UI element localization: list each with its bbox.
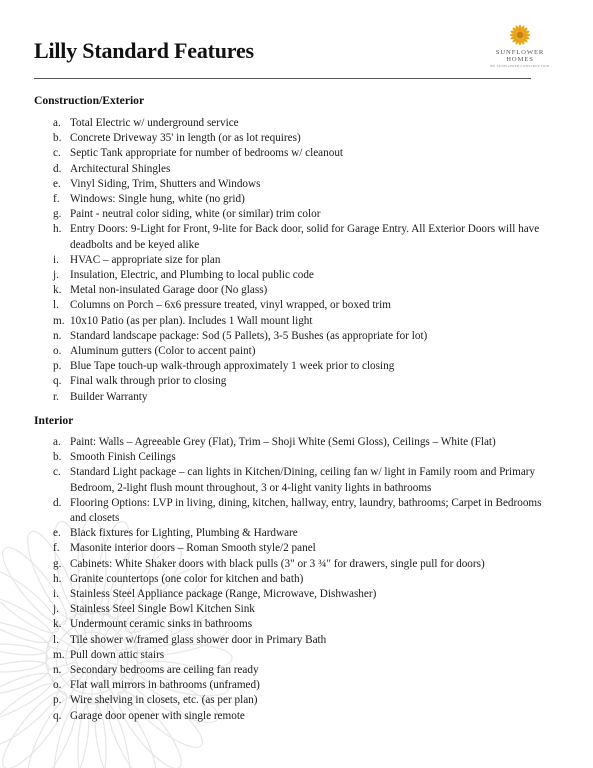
list-item [34,693,554,708]
list-item [34,435,554,450]
list-item-marker: h. [53,223,62,236]
list-item-marker: e. [53,177,61,190]
list-item-marker: r. [53,390,59,403]
list-item-text: Standard Light package – can lights in Kitchen/Dining, ceiling fan w/ light in Family room and Primary Bedroom, 2-light flush mount throughout, 3 or 4-light vanity lights in bathrooms [70,466,536,494]
list-item-text: Paint: Walls – Agreeable Grey (Flat), Trim – Shoji White (Semi Gloss), Ceilings – White (Flat) [70,436,496,448]
list-item-text: Standard landscape package: Sod (5 Pallets), 3-5 Bushes (as appropriate for lot) [70,329,428,342]
list-item [34,709,554,724]
list-item-text: Entry Doors: 9-Light for Front, 9-lite for Back door, solid for Garage Entry. All Exterior Doors will have deadbolts and be keyed alike [70,223,540,251]
list-item [34,602,554,617]
list-item [34,192,554,207]
list-item-text: Blue Tape touch-up walk-through approximately 1 week prior to closing [70,360,395,373]
list-item-text: Masonite interior doors – Roman Smooth style/2 panel [70,542,316,555]
list-item [34,663,554,678]
list-item-text: Windows: Single hung, white (no grid) [70,193,245,206]
list-item-marker: g. [53,208,62,221]
list-item-marker: p. [53,360,62,373]
list-item-text: Aluminum gutters (Color to accent paint) [70,345,256,358]
list-item-text: Columns on Porch – 6x6 pressure treated, vinyl wrapped, or boxed trim [70,299,391,312]
list-item [34,648,554,663]
list-item [34,268,554,283]
list-item-marker: o. [53,679,62,692]
list-item [34,465,554,495]
list-item-text: Pull down attic stairs [70,648,165,661]
list-item [34,283,554,298]
list-item-marker: a. [53,436,61,448]
list-item [34,633,554,648]
list-item-text: Garage door opener with single remote [70,709,245,722]
list-item-text: Stainless Steel Appliance package (Range, Microwave, Dishwasher) [70,588,377,601]
interior-list [34,435,554,724]
list-item-text: Septic Tank appropriate for number of bedrooms w/ cleanout [70,147,344,160]
list-item [34,617,554,632]
list-item-text: Cabinets: White Shaker doors with black pulls (3" or 3 ¾" for drawers, single pull for doors) [70,557,485,570]
list-item [34,678,554,693]
logo-text-sunflower: SUNFLOWER [495,49,545,56]
list-item-marker: d. [53,162,62,175]
list-item-marker: h. [53,572,62,585]
list-item [34,329,554,344]
list-item [34,344,554,359]
page-title: Lilly Standard Features [34,38,254,63]
list-item-text: Final walk through prior to closing [70,375,227,388]
list-item-marker: k. [53,618,62,631]
list-item-marker: q. [53,375,62,388]
list-item-marker: b. [53,451,62,464]
list-item [34,222,554,252]
list-item [34,541,554,556]
list-item-text: HVAC – appropriate size for plan [70,253,221,266]
list-item-text: Tile shower w/framed glass shower door in Primary Bath [70,633,327,646]
list-item-marker: n. [53,329,62,342]
list-item [34,116,554,131]
list-item [34,314,554,329]
list-item [34,162,554,177]
list-item [34,374,554,389]
list-item-text: Paint - neutral color siding, white (or similar) trim color [70,208,321,221]
list-item-marker: e. [53,527,61,540]
list-item [34,359,554,374]
list-item [34,496,554,526]
list-item [34,390,554,405]
company-logo [487,24,553,68]
list-item-marker: j. [53,603,59,616]
list-item-text: Black fixtures for Lighting, Plumbing & Hardware [70,527,298,540]
list-item-marker: l. [53,633,59,646]
list-item-marker: a. [53,117,61,129]
list-item-marker: c. [53,147,61,160]
list-item-marker: o. [53,345,62,358]
list-item-marker: n. [53,664,62,677]
header-divider [34,78,531,79]
list-item-marker: i. [53,253,59,266]
list-item-text: Wire shelving in closets, etc. (as per plan) [70,694,258,707]
list-item-text: 10x10 Patio (as per plan). Includes 1 Wall mount light [70,314,313,327]
list-item [34,557,554,572]
section-title-interior: Interior [34,414,74,427]
list-item-marker: m. [53,314,65,327]
list-item [34,572,554,587]
list-item-text: Total Electric w/ underground service [70,117,239,129]
list-item-text: Granite countertops (one color for kitchen and bath) [70,572,304,585]
list-item-text: Undermount ceramic sinks in bathrooms [70,618,253,631]
construction-exterior-list [34,116,554,405]
sunflower-logo-icon [509,24,531,46]
list-item-marker: c. [53,466,61,479]
list-item-marker: p. [53,694,62,707]
list-item-text: Metal non-insulated Garage door (No glass) [70,284,268,297]
list-item [34,298,554,313]
list-item [34,177,554,192]
list-item-marker: f. [53,193,60,206]
list-item-marker: f. [53,542,60,555]
list-item [34,131,554,146]
list-item-text: Stainless Steel Single Bowl Kitchen Sink [70,603,255,616]
logo-tagline: BY SUNFLOWER CONSTRUCTION [490,64,550,68]
list-item-text: Smooth Finish Ceilings [70,451,176,464]
list-item-text: Architectural Shingles [70,162,171,175]
list-item-marker: d. [53,496,62,509]
list-item [34,587,554,602]
list-item-text: Flooring Options: LVP in living, dining, kitchen, hallway, entry, laundry, bathrooms; Carpet in Bedrooms and closets [70,496,542,525]
list-item-marker: g. [53,557,62,570]
list-item [34,207,554,222]
list-item-marker: m. [53,648,65,661]
list-item-text: Builder Warranty [70,390,148,403]
list-item-marker: q. [53,709,62,722]
list-item-marker: k. [53,284,62,297]
list-item [34,253,554,268]
list-item-text: Flat wall mirrors in bathrooms (unframed) [70,679,260,692]
logo-text-homes: HOMES [506,56,534,63]
list-item-marker: b. [53,132,62,145]
list-item-text: Secondary bedrooms are ceiling fan ready [70,664,259,677]
section-title-construction: Construction/Exterior [34,94,145,107]
list-item [34,450,554,465]
list-item-marker: j. [53,269,59,282]
list-item-text: Vinyl Siding, Trim, Shutters and Windows [70,177,261,190]
list-item-text: Insulation, Electric, and Plumbing to local public code [70,269,314,282]
list-item-marker: l. [53,299,59,312]
list-item [34,146,554,161]
list-item-marker: i. [53,588,59,601]
list-item-text: Concrete Driveway 35' in length (or as lot requires) [70,132,301,145]
list-item [34,526,554,541]
